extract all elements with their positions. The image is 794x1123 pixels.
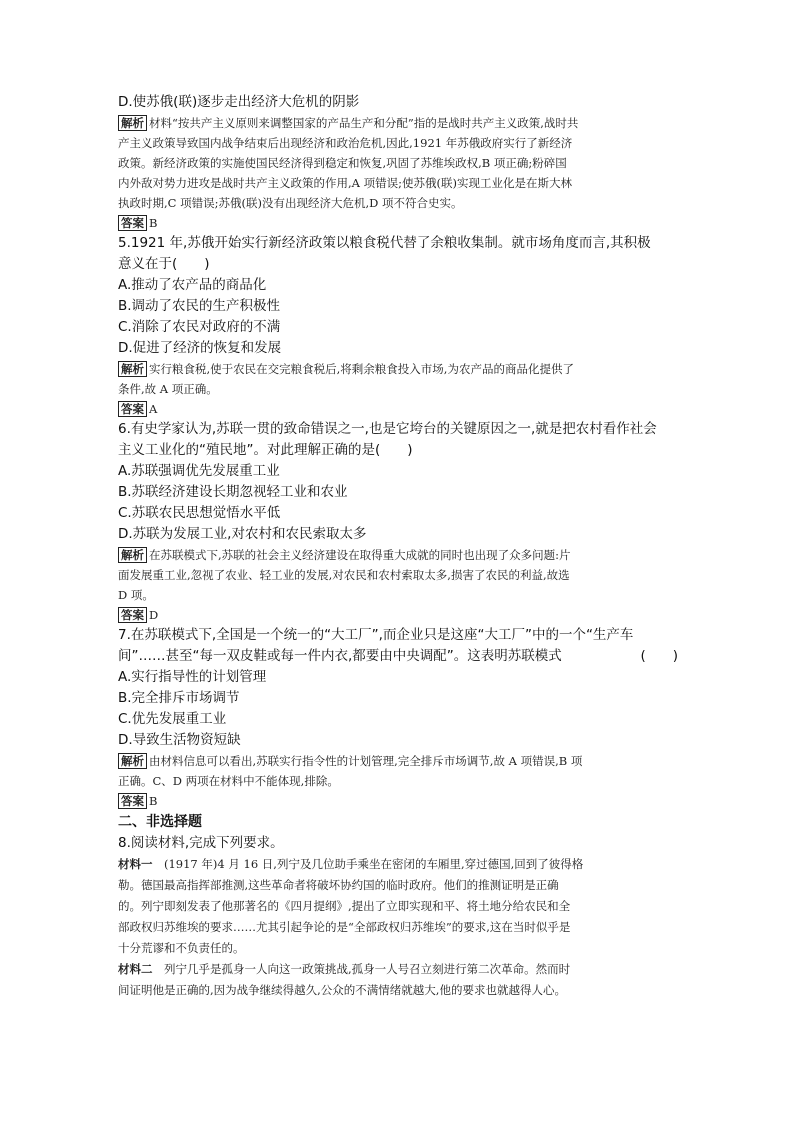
q8-material-1: 材料一 (1917 年)4 月 16 日,列宁及几位助手乘坐在密闭的车厢里,穿过德国,回到了彼得格 勒。德国最高指挥部推测,这些革命者将破坏协约国的临时政府。他们的推测证明是正确 的。列宁即刻发表了他那著名的《四月提纲》,提出了立即实现和平、将土地分给农民和全 部政权归苏维埃的要求……尤其引起争论的是“全部政权归苏维埃”的要求,这在当时似乎是 十分荒谬和不负责任的。 xyxy=(118,857,584,955)
analysis-tag: 解析 xyxy=(118,361,147,377)
q4-answer: 答案 B xyxy=(118,213,678,233)
answer-tag: 答案 xyxy=(118,607,147,623)
material-2-label: 材料二 xyxy=(118,962,153,976)
q5-option-a: A.推动了农产品的商品化 xyxy=(118,277,267,293)
q5-stem-2: 意义在于( ) xyxy=(118,256,210,272)
q6-option-d: D.苏联为发展工业,对农村和农民索取太多 xyxy=(118,526,367,542)
q8-stem: 8.阅读材料,完成下列要求。 xyxy=(118,835,284,851)
q8-material-2: 材料二 列宁几乎是孤身一人向这一政策挑战,孤身一人号召立刻进行第二次革命。然而时 间证明他是正确的,因为战争继续得越久,公众的不满情绪就越大,他的要求也就越得人心。 xyxy=(118,962,571,997)
q6-option-c: C.苏联农民思想觉悟水平低 xyxy=(118,505,281,521)
analysis-tag: 解析 xyxy=(118,115,147,131)
q6-analysis: 解析 在苏联模式下,苏联的社会主义经济建设在取得重大成就的同时也出现了众多问题:片 面发展重工业,忽视了农业、轻工业的发展,对农民和农村索取太多,损害了农民的利益,故选 D 项。 xyxy=(118,548,571,602)
q5-stem-1: 5.1921 年,苏俄开始实行新经济政策以粮食税代替了余粮收集制。就市场角度而言,其积极 xyxy=(118,235,651,251)
q6-answer: 答案 D xyxy=(118,605,678,625)
analysis-tag: 解析 xyxy=(118,753,147,769)
q5-answer: 答案 A xyxy=(118,399,678,419)
q6-stem-1: 6.有史学家认为,苏联一贯的致命错误之一,也是它垮台的关键原因之一,就是把农村看作社会 xyxy=(118,421,657,437)
analysis-tag: 解析 xyxy=(118,547,147,563)
q5-analysis: 解析 实行粮食税,使于农民在交完粮食税后,将剩余粮食投入市场,为农产品的商品化提供了 条件,故 A 项正确。 xyxy=(118,362,574,396)
q4-option-d: D.使苏俄(联)逐步走出经济大危机的阴影 xyxy=(118,94,360,110)
q7-answer: 答案 B xyxy=(118,791,678,811)
q7-option-c: C.优先发展重工业 xyxy=(118,711,227,727)
q5-option-c: C.消除了农民对政府的不满 xyxy=(118,319,281,335)
section-title: 二、非选择题 xyxy=(118,814,202,830)
answer-tag: 答案 xyxy=(118,793,147,809)
q7-stem-1: 7.在苏联模式下,全国是一个统一的“大工厂”,而企业只是这座“大工厂”中的一个“生产车 xyxy=(118,627,634,643)
q7-option-b: B.完全排斥市场调节 xyxy=(118,690,240,706)
q6-option-b: B.苏联经济建设长期忽视轻工业和农业 xyxy=(118,484,348,500)
q6-option-a: A.苏联强调优先发展重工业 xyxy=(118,463,280,479)
q4-analysis: 解析 材料“按共产主义原则来调整国家的产品生产和分配”指的是战时共产主义政策,战时共 产主义政策导致国内战争结束后出现经济和政治危机,因此,1921 年苏俄政府实行了新经济 政策。新经济政策的实施使国民经济得到稳定和恢复,巩固了苏维埃政权,B 项正确;粉碎国 内外敌对势力进攻是战时共产主义政策的作用,A 项错误;使苏俄(联)实现工业化是在斯大林 执政时期,C 项错误;苏俄(联)没有出现经济大危机,D 项不符合史实。 xyxy=(118,116,579,210)
q7-analysis: 解析 由材料信息可以看出,苏联实行指令性的计划管理,完全排斥市场调节,故 A 项错误,B 项 正确。C、D 两项在材料中不能体现,排除。 xyxy=(118,754,583,788)
q7-answer-paren: ( ) xyxy=(640,648,678,664)
q7-option-a: A.实行指导性的计划管理 xyxy=(118,669,267,685)
q7-stem-2: 间”……甚至“每一双皮鞋或每一件内衣,都要由中央调配”。这表明苏联模式 ( ) xyxy=(118,646,678,667)
answer-tag: 答案 xyxy=(118,401,147,417)
answer-tag: 答案 xyxy=(118,215,147,231)
q7-option-d: D.导致生活物资短缺 xyxy=(118,732,241,748)
q5-option-d: D.促进了经济的恢复和发展 xyxy=(118,340,282,356)
material-1-label: 材料一 xyxy=(118,857,153,871)
q6-stem-2: 主义工业化的“殖民地”。对此理解正确的是( ) xyxy=(118,442,413,458)
document-page xyxy=(118,92,678,1001)
q5-option-b: B.调动了农民的生产积极性 xyxy=(118,298,281,314)
